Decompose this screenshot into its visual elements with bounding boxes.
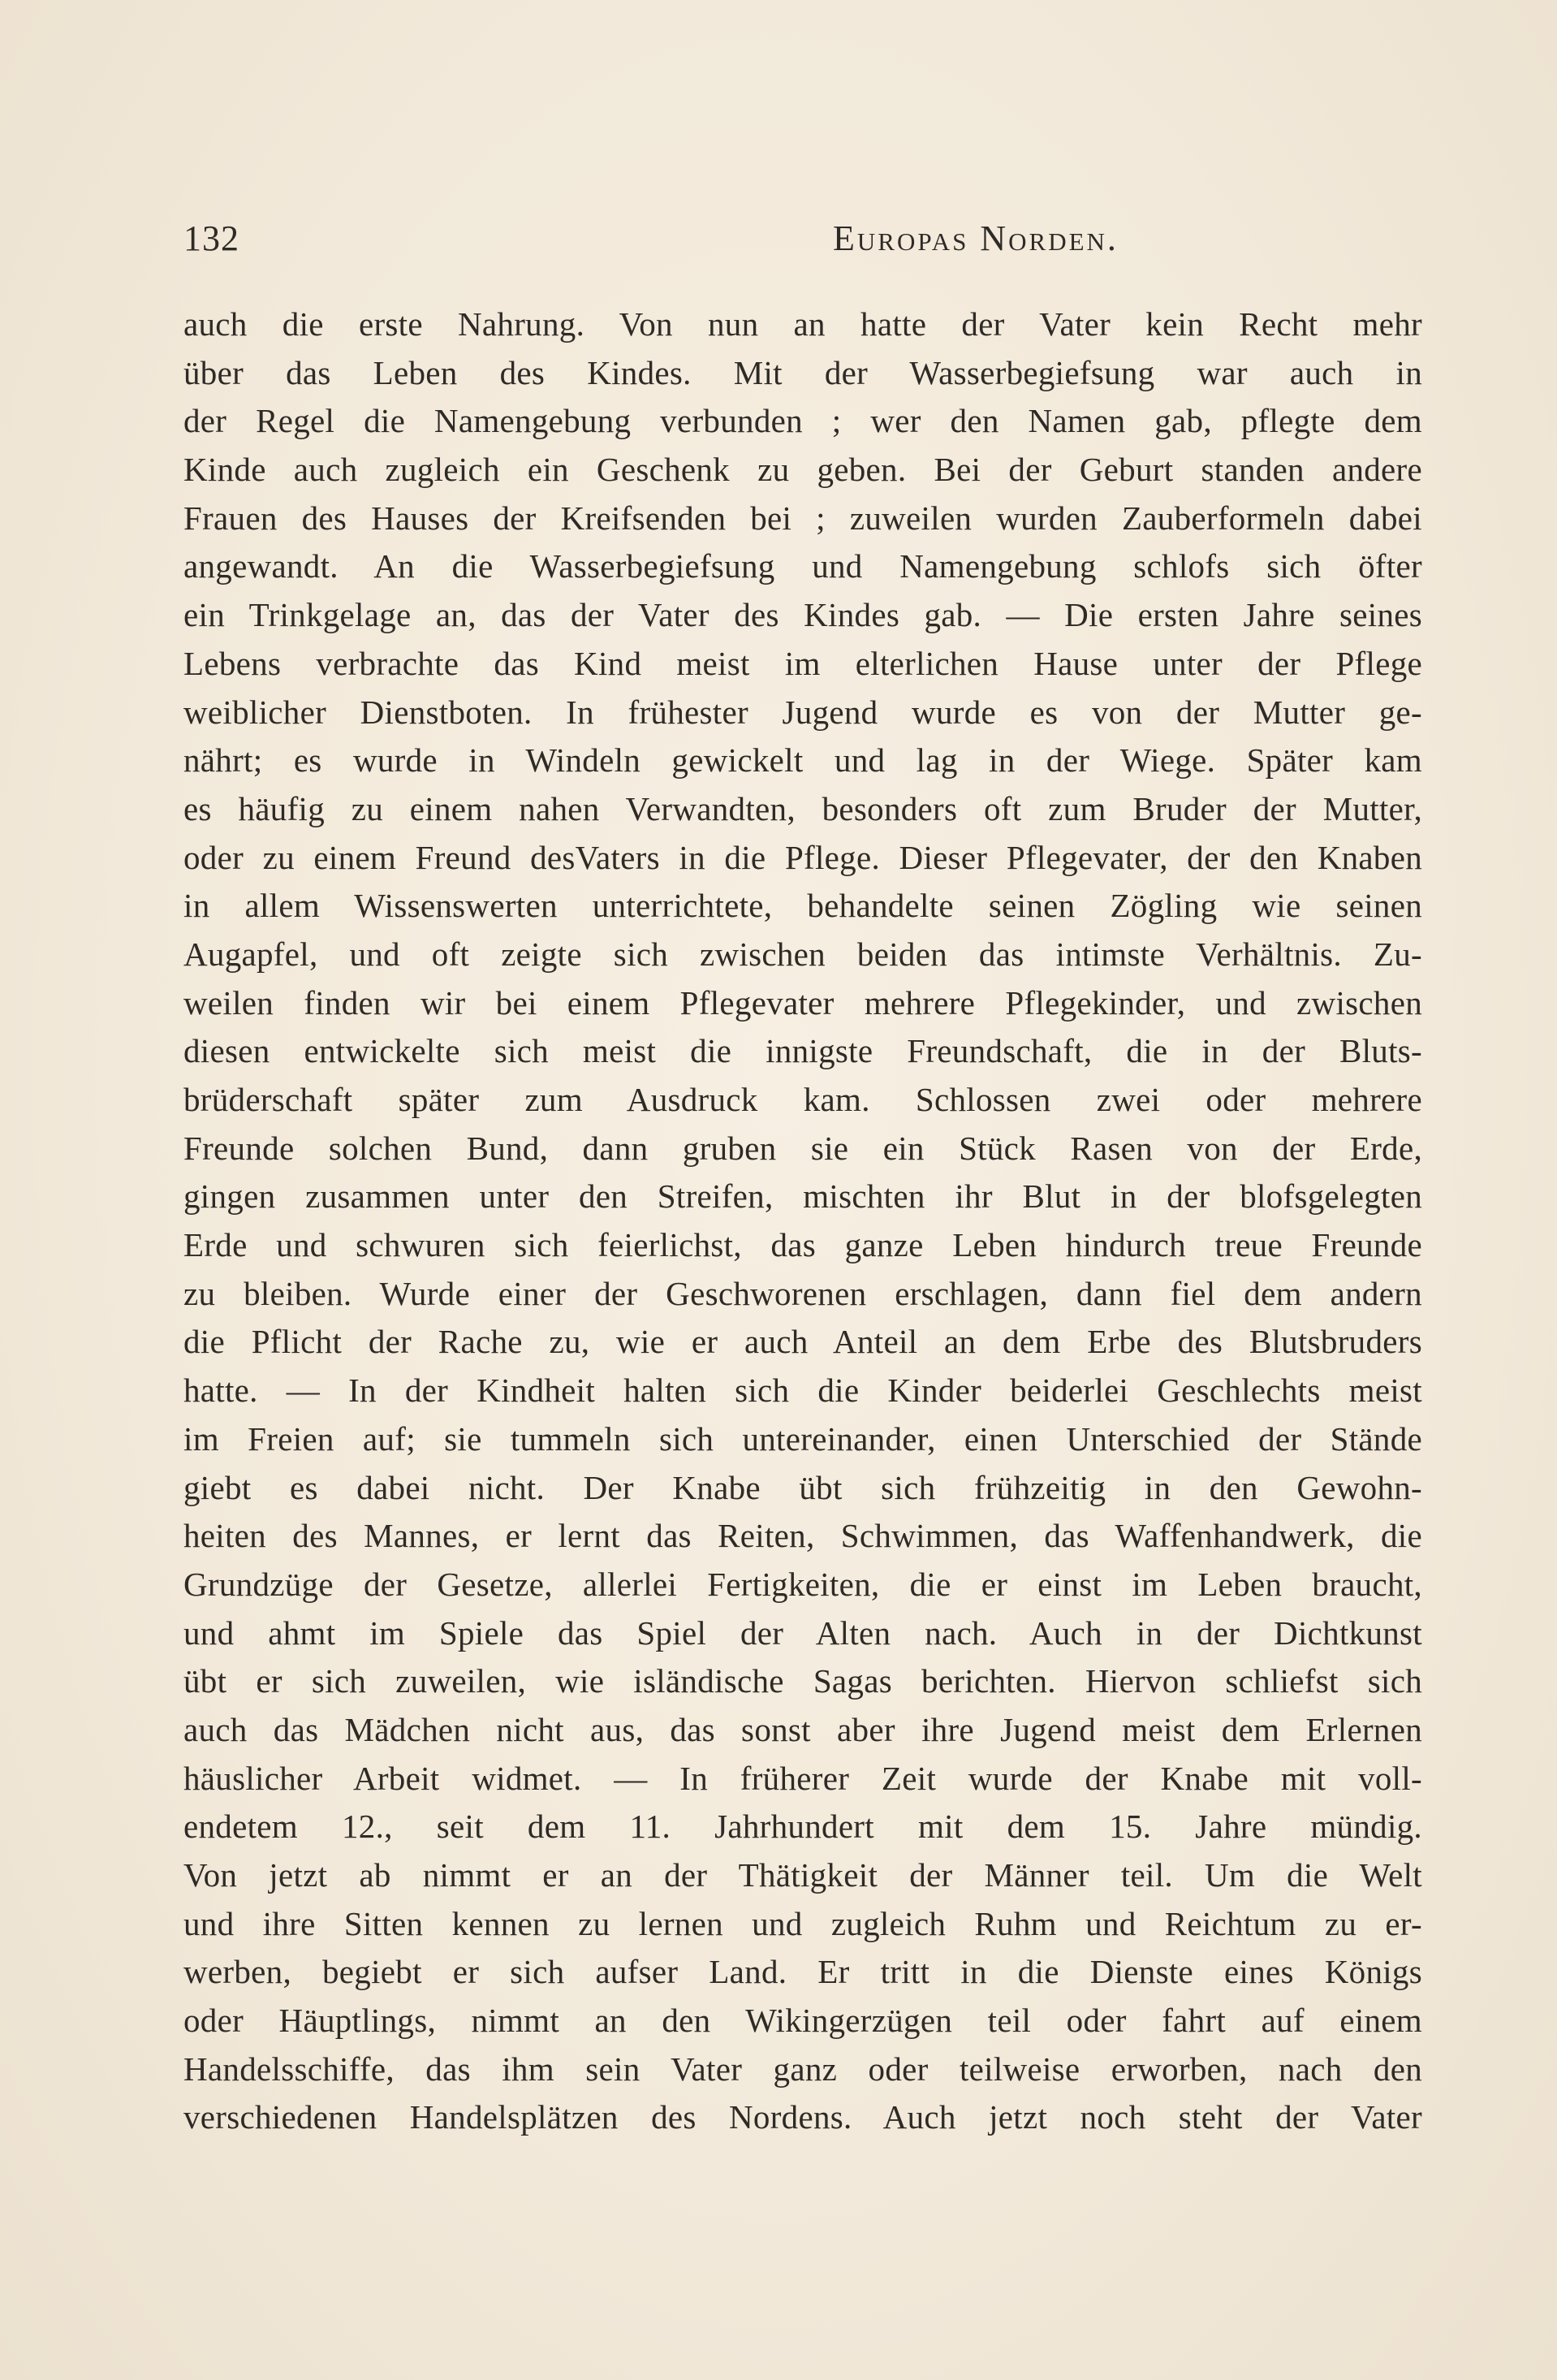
page-number: 132 [183, 218, 239, 258]
text-line: nährt; es wurde in Windeln gewickelt und lag in der Wiege. Später kam [183, 741, 1422, 780]
text-line: diesen entwickelte sich meist die innigste Freundschaft, die in der Bluts- [183, 1032, 1422, 1070]
text-line: verschiedenen Handelsplätzen des Nordens. Auch jetzt noch steht der Vater [183, 2098, 1422, 2136]
running-title: Europas Norden. [833, 218, 1119, 258]
text-line: Von jetzt ab nimmt er an der Thätigkeit der Männer teil. Um die Welt [183, 1856, 1422, 1894]
text-line: Augapfel, und oft zeigte sich zwischen beiden das intimste Verhältnis. Zu- [183, 935, 1422, 973]
text-line: Handelsschiffe, das ihm sein Vater ganz oder teilweise erworben, nach den [183, 2050, 1422, 2088]
text-line: Lebens verbrachte das Kind meist im elterlichen Hause unter der Pflege [183, 644, 1422, 682]
text-line: gingen zusammen unter den Streifen, mischten ihr Blut in der blofsgelegten [183, 1177, 1422, 1216]
text-line: der Regel die Namengebung verbunden ; wer den Namen gab, pflegte dem [183, 402, 1422, 440]
body-text [183, 300, 1422, 2142]
text-line: angewandt. An die Wasserbegiefsung und Namengebung schlofs sich öfter [183, 547, 1422, 585]
text-line: und ihre Sitten kennen zu lernen und zugleich Ruhm und Reichtum zu er- [183, 1904, 1422, 1942]
text-line: übt er sich zuweilen, wie isländische Sagas berichten. Hiervon schliefst sich [183, 1662, 1422, 1700]
text-line: weilen finden wir bei einem Pflegevater mehrere Pflegekinder, und zwischen [183, 983, 1422, 1022]
text-line: heiten des Mannes, er lernt das Reiten, Schwimmen, das Waffenhandwerk, die [183, 1517, 1422, 1555]
text-line: Kinde auch zugleich ein Geschenk zu geben. Bei der Geburt standen andere [183, 451, 1422, 489]
text-line: auch das Mädchen nicht aus, das sonst aber ihre Jugend meist dem Erlernen [183, 1710, 1422, 1748]
text-line: hatte. — In der Kindheit halten sich die Kinder beiderlei Geschlechts meist [183, 1371, 1422, 1410]
text-line: Freunde solchen Bund, dann gruben sie ein Stück Rasen von der Erde, [183, 1129, 1422, 1167]
text-line: Erde und schwuren sich feierlichst, das ganze Leben hindurch treue Freunde [183, 1226, 1422, 1264]
text-line: auch die erste Nahrung. Von nun an hatte der Vater kein Recht mehr [183, 305, 1422, 343]
text-line: und ahmt im Spiele das Spiel der Alten nach. Auch in der Dichtkunst [183, 1613, 1422, 1652]
text-line: oder zu einem Freund desVaters in die Pflege. Dieser Pflegevater, der den Knaben [183, 838, 1422, 876]
text-line: in allem Wissenswerten unterrichtete, behandelte seinen Zögling wie seinen [183, 887, 1422, 925]
text-line: die Pflicht der Rache zu, wie er auch Anteil an dem Erbe des Blutsbruders [183, 1323, 1422, 1361]
text-line: oder Häuptlings, nimmt an den Wikingerzügen teil oder fahrt auf einem [183, 2002, 1422, 2040]
text-line: über das Leben des Kindes. Mit der Wasserbegiefsung war auch in [183, 353, 1422, 391]
text-line: zu bleiben. Wurde einer der Geschworenen erschlagen, dann fiel dem andern [183, 1274, 1422, 1312]
text-line: Frauen des Hauses der Kreifsenden bei ; zuweilen wurden Zauberformeln dabei [183, 499, 1422, 537]
text-line: werben, begiebt er sich aufser Land. Er tritt in die Dienste eines Königs [183, 1953, 1422, 1991]
text-line: häuslicher Arbeit widmet. — In früherer Zeit wurde der Knabe mit voll- [183, 1759, 1422, 1797]
text-line: brüderschaft später zum Ausdruck kam. Schlossen zwei oder mehrere [183, 1081, 1422, 1118]
text-line: ein Trinkgelage an, das der Vater des Kindes gab. — Die ersten Jahre seines [183, 596, 1422, 634]
text-line: es häufig zu einem nahen Verwandten, besonders oft zum Bruder der Mutter, [183, 789, 1422, 827]
text-line: Grundzüge der Gesetze, allerlei Fertigkeiten, die er einst im Leben braucht, [183, 1565, 1422, 1603]
text-line: weiblicher Dienstboten. In frühester Jugend wurde es von der Mutter ge- [183, 693, 1422, 731]
text-line: giebt es dabei nicht. Der Knabe übt sich frühzeitig in den Gewohn- [183, 1468, 1422, 1506]
text-line: endetem 12., seit dem 11. Jahrhundert mit dem 15. Jahre mündig. [183, 1808, 1422, 1846]
text-line: im Freien auf; sie tummeln sich untereinander, einen Unterschied der Stände [183, 1419, 1422, 1458]
page-header [183, 218, 1422, 266]
